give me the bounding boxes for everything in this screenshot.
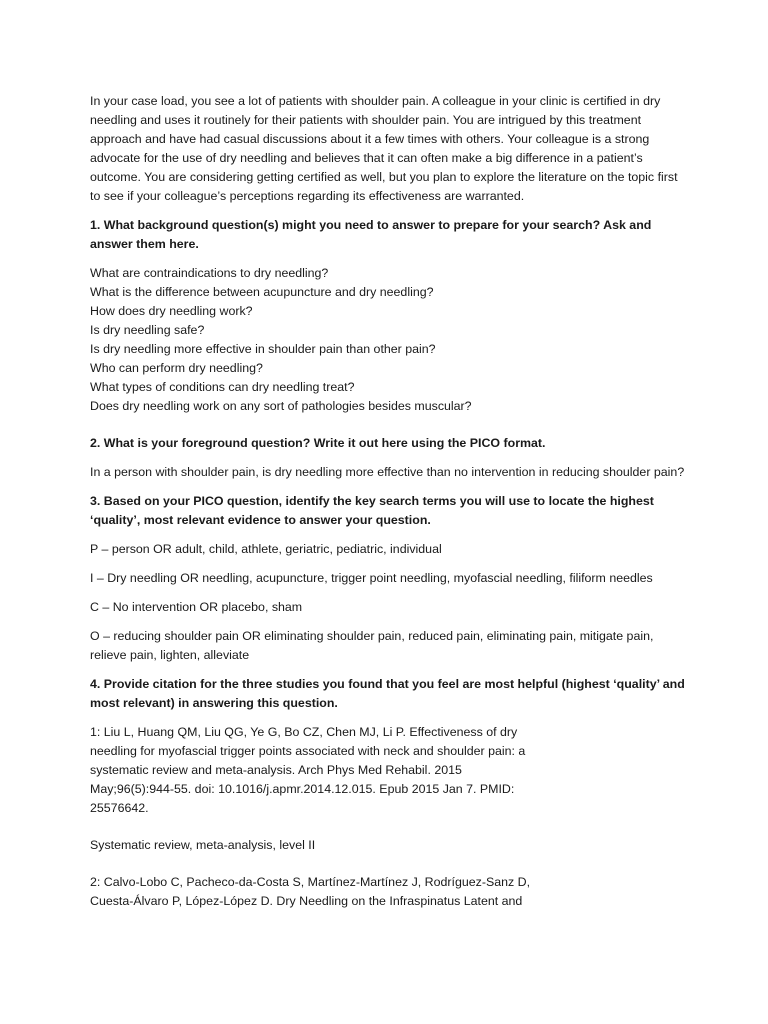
citation-2 xyxy=(90,873,690,911)
citation-1-level: Systematic review, meta-analysis, level II xyxy=(90,838,316,852)
citation-line: 1: Liu L, Huang QM, Liu QG, Ye G, Bo CZ, Chen MJ, Li P. Effectiveness of dry xyxy=(90,725,518,739)
background-question: What are contraindications to dry needling? xyxy=(90,266,329,280)
intro-paragraph: In your case load, you see a lot of patients with shoulder pain. A colleague in your clinic is certified in dry needling and uses it routinely for their patients with shoulder pain. You are intrigued by this treatment approach and have had casual discussions about it a few times with others. Your colleague is a strong advocate for the use of dry needling and believes that it can often make a big difference in a patient’s outcome. You are considering getting certified as well, but you plan to explore the literature on the topic first to see if your colleague’s perceptions regarding its effectiveness are warranted. xyxy=(90,94,678,203)
pico-i-terms: I – Dry needling OR needling, acupuncture, trigger point needling, myofascial needling, filiform needles xyxy=(90,571,653,585)
background-question: What is the difference between acupuncture and dry needling? xyxy=(90,285,434,299)
background-questions-list xyxy=(90,264,690,416)
citation-line: systematic review and meta-analysis. Arch Phys Med Rehabil. 2015 xyxy=(90,763,462,777)
background-question: Is dry needling more effective in shoulder pain than other pain? xyxy=(90,342,436,356)
citation-1 xyxy=(90,723,690,818)
pico-o-terms: O – reducing shoulder pain OR eliminating shoulder pain, reduced pain, eliminating pain, mitigate pain, relieve pain, lighten, alleviate xyxy=(90,629,654,662)
background-question: Who can perform dry needling? xyxy=(90,361,263,375)
question-2: 2. What is your foreground question? Write it out here using the PICO format. xyxy=(90,436,546,450)
background-question: Does dry needling work on any sort of pathologies besides muscular? xyxy=(90,399,472,413)
citation-line: needling for myofascial trigger points associated with neck and shoulder pain: a xyxy=(90,744,526,758)
background-question: What types of conditions can dry needling treat? xyxy=(90,380,355,394)
background-question: How does dry needling work? xyxy=(90,304,253,318)
citation-line: May;96(5):944-55. doi: 10.1016/j.apmr.2014.12.015. Epub 2015 Jan 7. PMID: xyxy=(90,782,515,796)
question-3: 3. Based on your PICO question, identify the key search terms you will use to locate the highest ‘quality’, most relevant evidence to answer your question. xyxy=(90,494,654,527)
pico-c-terms: C – No intervention OR placebo, sham xyxy=(90,600,303,614)
citation-line: Cuesta-Álvaro P, López-López D. Dry Needling on the Infraspinatus Latent and xyxy=(90,894,523,908)
citation-line: 2: Calvo-Lobo C, Pacheco-da-Costa S, Martínez-Martínez J, Rodríguez-Sanz D, xyxy=(90,875,531,889)
question-4: 4. Provide citation for the three studies you found that you feel are most helpful (highest ‘quality’ and most relevant) in answering this question. xyxy=(90,677,685,710)
background-question: Is dry needling safe? xyxy=(90,323,205,337)
question-1: 1. What background question(s) might you need to answer to prepare for your search? Ask and answer them here. xyxy=(90,218,652,251)
document-page xyxy=(90,92,690,911)
pico-question: In a person with shoulder pain, is dry needling more effective than no intervention in reducing shoulder pain? xyxy=(90,465,685,479)
pico-p-terms: P – person OR adult, child, athlete, geriatric, pediatric, individual xyxy=(90,542,442,556)
citation-line: 25576642. xyxy=(90,801,149,815)
